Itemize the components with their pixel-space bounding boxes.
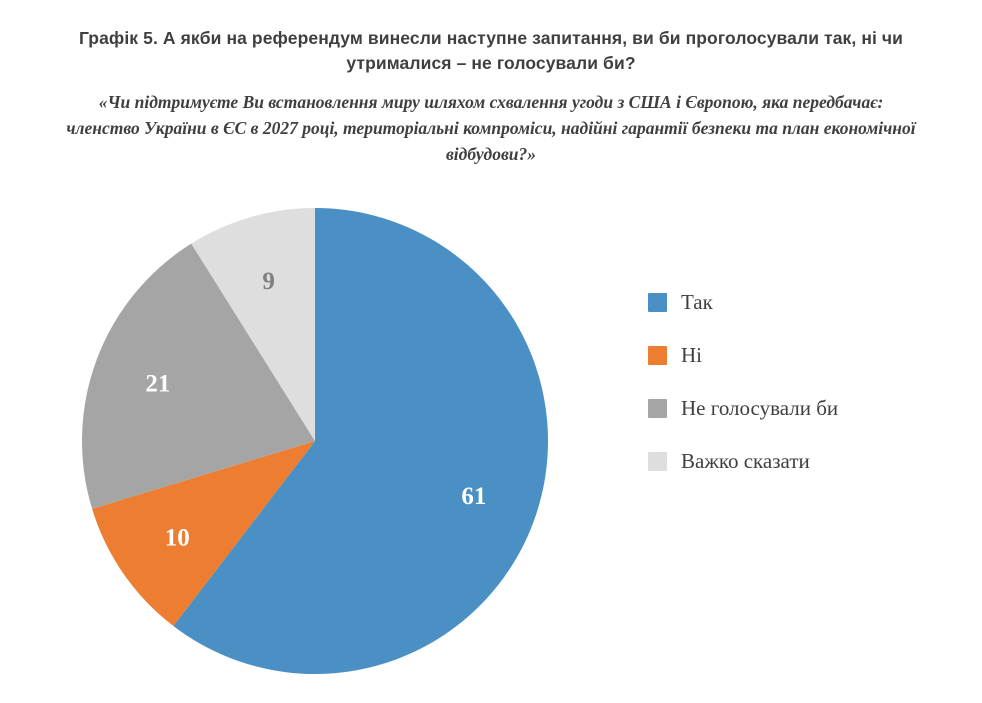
page-title: Графік 5. А якби на референдум винесли наступне запитання, ви би проголосували так, ні чи утрималися – не голосували би? [78, 28, 904, 74]
pie-slice-value-label: 21 [145, 370, 171, 398]
pie-svg [80, 206, 550, 676]
chart-title-block [0, 0, 982, 168]
legend-swatch-icon-1 [648, 346, 667, 365]
pie-slice-value-label: 9 [262, 267, 275, 295]
legend-swatch-icon-2 [648, 399, 667, 418]
legend-label-1: Ні [681, 343, 702, 367]
chart-subtitle: «Чи підтримуєте Ви встановлення миру шляхом схвалення угоди з США і Європою, яка передбачає: членство України в ЄС в 2027 році, територіальні компроміси, надійні гарантії безпеки та план економічної відбудови?» [66, 91, 916, 165]
pie-slice-value-label: 10 [164, 524, 190, 552]
legend-item-vazhko-skazaty[interactable] [648, 449, 838, 474]
plot-area [0, 196, 982, 696]
legend-label-3: Важко сказати [681, 449, 810, 473]
legend-item-ne-golosuvaly-by[interactable] [648, 396, 838, 421]
chart-legend [648, 290, 838, 474]
pie-chart [80, 206, 550, 676]
legend-label-0: Так [681, 290, 713, 314]
legend-label-2: Не голосували би [681, 396, 839, 420]
legend-swatch-icon-3 [648, 452, 667, 471]
legend-swatch-icon-0 [648, 293, 667, 312]
pie-slice-value-label: 61 [461, 482, 487, 510]
legend-item-tak[interactable] [648, 290, 838, 315]
legend-item-ni[interactable] [648, 343, 838, 368]
